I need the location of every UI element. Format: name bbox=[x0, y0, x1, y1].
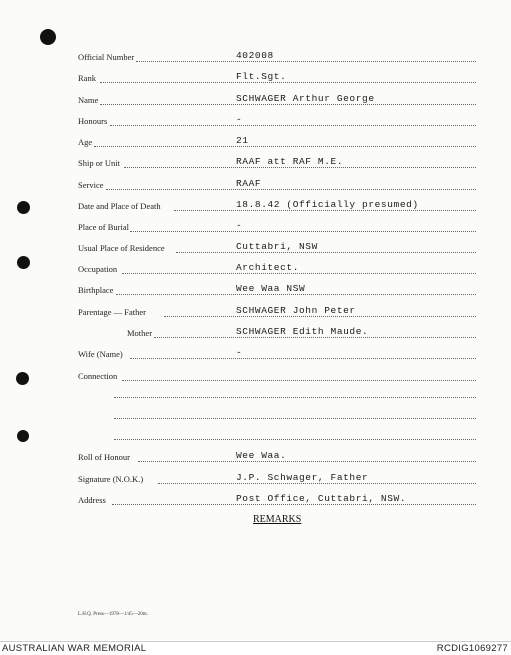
field-value: Architect. bbox=[236, 262, 300, 273]
form-row-wife bbox=[78, 349, 478, 363]
form-row-ship-or-unit bbox=[78, 158, 478, 172]
field-label: Service bbox=[78, 180, 104, 190]
field-value: - bbox=[236, 220, 243, 231]
form-row-parentage-father bbox=[78, 307, 478, 321]
remarks-heading: REMARKS bbox=[253, 514, 302, 525]
form-row-age bbox=[78, 137, 478, 151]
field-value: J.P. Schwager, Father bbox=[236, 472, 369, 483]
footer-record-id: RCDIG1069277 bbox=[436, 643, 508, 654]
field-value: SCHWAGER John Peter bbox=[236, 305, 356, 316]
printer-imprint: L.H.Q. Press—1978—1/45—20m. bbox=[78, 612, 148, 617]
field-label: Birthplace bbox=[78, 285, 114, 295]
field-value: 21 bbox=[236, 135, 249, 146]
form-row-service bbox=[78, 180, 478, 194]
punch-hole-4 bbox=[17, 430, 29, 442]
form-row-connection bbox=[78, 371, 478, 385]
field-label: Occupation bbox=[78, 264, 118, 274]
field-label: Official Number bbox=[78, 52, 135, 62]
form-row-occupation bbox=[78, 264, 478, 278]
field-value: - bbox=[236, 347, 243, 358]
field-value: RAAF bbox=[236, 178, 262, 189]
connection-blank-line bbox=[114, 397, 476, 398]
form-row-address bbox=[78, 495, 478, 509]
field-value: - bbox=[236, 114, 243, 125]
form-row-mother bbox=[78, 328, 478, 342]
form-row-date-place-death bbox=[78, 201, 478, 215]
field-label: Rank bbox=[78, 73, 96, 83]
field-label: Address bbox=[78, 495, 106, 505]
field-label: Roll of Honour bbox=[78, 452, 130, 462]
punch-hole-top bbox=[40, 29, 56, 45]
field-value: SCHWAGER Arthur George bbox=[236, 93, 375, 104]
form-row-rank bbox=[78, 73, 478, 87]
form-row-usual-residence bbox=[78, 243, 478, 257]
field-label: Ship or Unit bbox=[78, 158, 121, 168]
form-row-signature bbox=[78, 474, 478, 488]
punch-hole-1 bbox=[17, 201, 30, 214]
field-label: Date and Place of Death bbox=[78, 201, 161, 211]
punch-hole-3 bbox=[16, 372, 29, 385]
field-value: RAAF att RAF M.E. bbox=[236, 156, 344, 167]
field-label: Connection bbox=[78, 371, 118, 381]
field-value: 18.8.42 (Officially presumed) bbox=[236, 199, 419, 210]
field-value: Post Office, Cuttabri, NSW. bbox=[236, 493, 407, 504]
form-row-official-number bbox=[78, 52, 478, 66]
field-value: SCHWAGER Edith Maude. bbox=[236, 326, 369, 337]
field-label: Name bbox=[78, 95, 99, 105]
archive-footer bbox=[0, 641, 511, 655]
form-row-name bbox=[78, 95, 478, 109]
field-label: Wife (Name) bbox=[78, 349, 123, 359]
connection-blank-line bbox=[114, 418, 476, 419]
form-row-birthplace bbox=[78, 285, 478, 299]
field-label: Place of Burial bbox=[78, 222, 129, 232]
field-value: 402008 bbox=[236, 50, 274, 61]
field-label: Parentage — Father bbox=[78, 307, 146, 317]
field-label: Signature (N.O.K.) bbox=[78, 474, 144, 484]
field-value: Wee Waa NSW bbox=[236, 283, 306, 294]
form-row-honours bbox=[78, 116, 478, 130]
field-label: Honours bbox=[78, 116, 108, 126]
field-label: Age bbox=[78, 137, 93, 147]
punch-hole-2 bbox=[17, 256, 30, 269]
footer-institution: AUSTRALIAN WAR MEMORIAL bbox=[2, 643, 147, 654]
field-value: Flt.Sgt. bbox=[236, 71, 287, 82]
connection-blank-line bbox=[114, 439, 476, 440]
field-label: Usual Place of Residence bbox=[78, 243, 165, 253]
form-row-roll-of-honour bbox=[78, 452, 478, 466]
field-value: Wee Waa. bbox=[236, 450, 287, 461]
form-row-place-of-burial bbox=[78, 222, 478, 236]
field-value: Cuttabri, NSW bbox=[236, 241, 318, 252]
field-label: Mother bbox=[127, 328, 153, 338]
